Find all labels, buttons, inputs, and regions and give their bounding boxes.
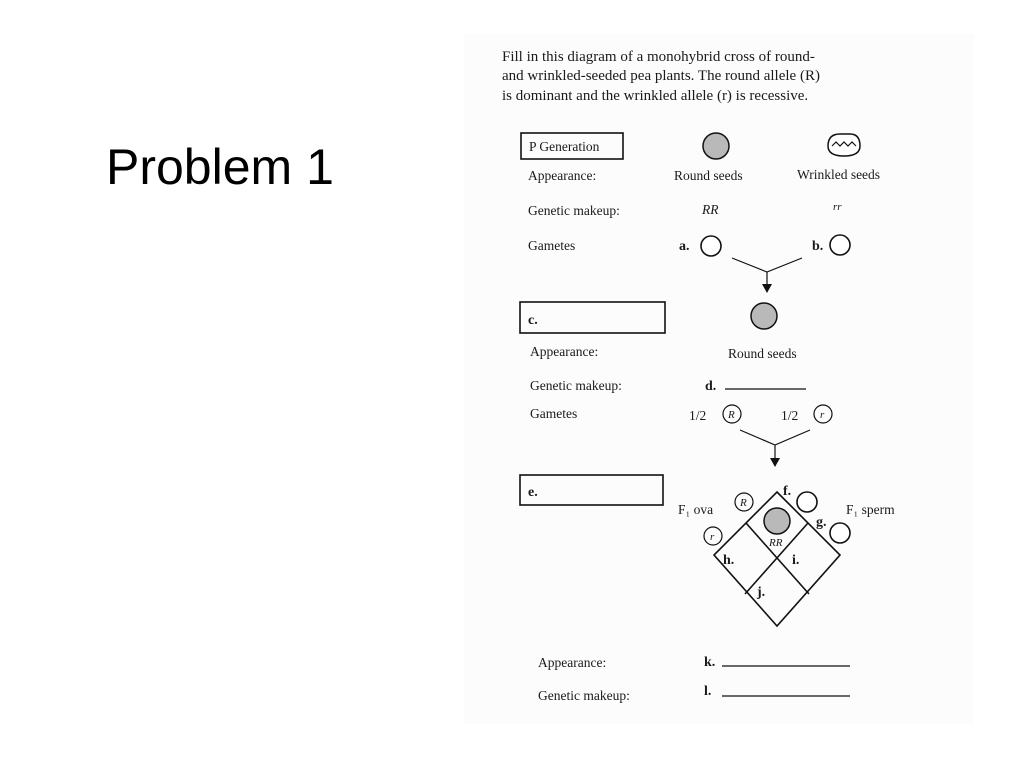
f2-box-label: e. [528,485,538,500]
p-generation-label: P Generation [529,139,600,154]
gamete-b-label: b. [812,239,824,254]
f1-gamete-fraction-2: 1/2 [781,408,799,423]
blank-l-label: l. [704,684,712,699]
p-round-genotype: RR [702,202,719,217]
f1-genotype-label: d. [705,379,717,394]
f1-box [520,302,665,333]
f1-box-label: c. [528,313,538,328]
punnett-cell-rr-genotype: RR [769,537,783,549]
worksheet-image [464,34,974,724]
cross-arrow-1-lines [732,258,802,272]
f1-genetic-makeup-label: Genetic makeup: [530,378,622,393]
gamete-b-blank [830,235,850,255]
ova-allele-2: r [710,531,715,543]
f1-appearance-label: Appearance: [530,344,599,359]
punnett-round-seed-icon [764,508,790,534]
monohybrid-cross-diagram [464,34,974,724]
f1-sperm-label: F₁ sperm [846,502,895,517]
ova-allele-1: R [740,497,747,509]
punnett-cell-i: i. [792,553,800,568]
punnett-cell-j: j. [757,585,766,600]
intro-line-2: and wrinkled-seeded pea plants. The round allele (R) [502,68,820,84]
p-gametes-label: Gametes [528,238,576,253]
f1-gamete-allele-1: R [728,409,735,421]
cross-arrow-1-head [762,284,772,293]
f1-appearance-value: Round seeds [728,346,797,361]
f1-gametes-label: Gametes [530,406,578,421]
blank-k-label: k. [704,655,716,670]
intro-line-1: Fill in this diagram of a monohybrid cross of round- [502,49,815,65]
f1-ova-label: F₁ ova [678,502,714,517]
f2-genetic-makeup-label: Genetic makeup: [538,688,630,703]
cross-arrow-2-head [770,458,780,467]
cross-arrow-2-lines [740,430,810,445]
gamete-a-label: a. [679,239,690,254]
intro-line-3: is dominant and the wrinkled allele (r) is recessive. [502,88,809,104]
p-genetic-makeup-label: Genetic makeup: [528,203,620,218]
blank-f-label: f. [783,484,792,499]
f1-round-seed-icon [751,303,777,329]
p-wrinkled-genotype: rr [833,201,842,213]
f1-gamete-fraction-1: 1/2 [689,408,707,423]
blank-g-circle [830,523,850,543]
round-seed-icon [703,133,729,159]
blank-f-circle [797,492,817,512]
gamete-a-blank [701,236,721,256]
blank-g-label: g. [816,515,827,530]
p-wrinkled-appearance: Wrinkled seeds [797,167,881,182]
f2-appearance-label: Appearance: [538,655,607,670]
p-appearance-label: Appearance: [528,168,597,183]
punnett-cell-h: h. [723,553,735,568]
f2-box [520,475,663,505]
slide-title: Problem 1 [106,139,334,195]
p-round-appearance: Round seeds [674,168,743,183]
f1-gamete-allele-2: r [820,409,825,421]
